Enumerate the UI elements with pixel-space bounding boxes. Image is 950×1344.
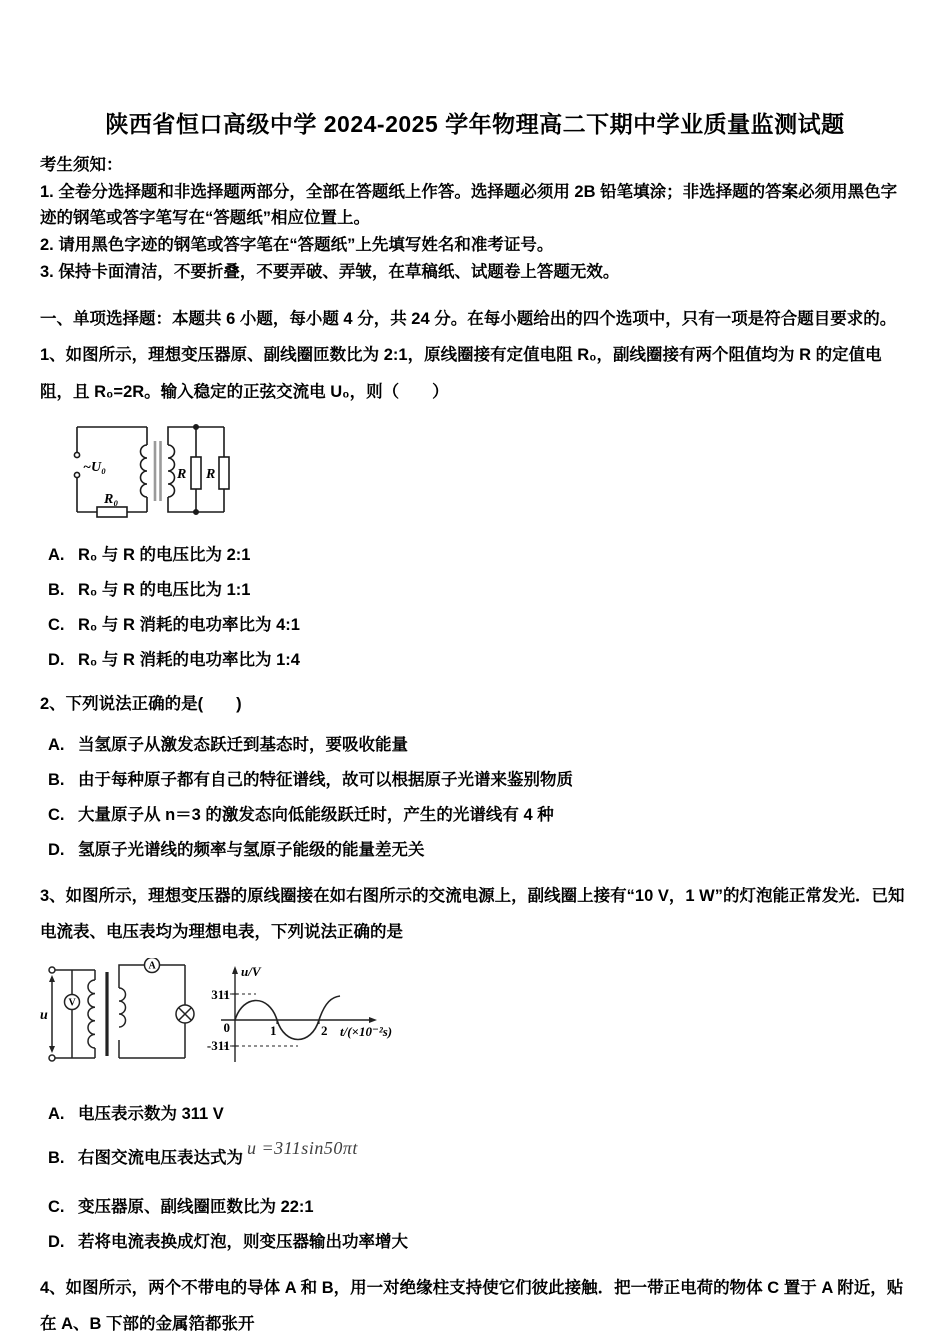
option-text: R₀ 与 R 消耗的电功率比为 4:1 bbox=[78, 616, 300, 634]
q1-circuit-figure bbox=[52, 417, 238, 527]
resistor-r-right bbox=[219, 457, 229, 489]
notice-item-3: 3. 保持卡面清洁，不要折叠，不要弄破、弄皱，在草稿纸、试题卷上答题无效。 bbox=[40, 263, 620, 281]
q1-option-d bbox=[48, 649, 910, 672]
source-terminal-bottom bbox=[74, 472, 79, 477]
option-letter: D. bbox=[48, 651, 65, 669]
section-heading: 一、单项选择题：本题共 6 小题，每小题 4 分，共 24 分。在每小题给出的四个选项中，只有一项是符合题目要求的。 bbox=[40, 310, 897, 328]
transformer-primary-coil bbox=[88, 980, 95, 1048]
junction-dot-top bbox=[194, 425, 198, 429]
question-4-stem: 4、如图所示，两个不带电的导体 A 和 B，用一对绝缘柱支持使它们彼此接触．把一带正电荷的物体 C 置于 A 附近，贴在 A、B 下部的金属箔都张开 bbox=[40, 1279, 904, 1333]
option-text: 当氢原子从激发态跃迁到基态时，要吸收能量 bbox=[78, 736, 408, 754]
q1-figure bbox=[52, 417, 910, 532]
option-text: 由于每种原子都有自己的特征谱线，故可以根据原子光谱来鉴别物质 bbox=[78, 771, 573, 789]
resistor-r-left-label: R bbox=[177, 467, 187, 482]
source-terminal-bottom bbox=[49, 1055, 55, 1061]
option-text: 氢原子光谱线的频率与氢原子能级的能量差无关 bbox=[78, 841, 425, 859]
option-letter: A. bbox=[48, 736, 65, 754]
option-text: 电压表示数为 311 V bbox=[78, 1105, 224, 1123]
q3-option-b bbox=[48, 1138, 910, 1170]
ammeter-label: A bbox=[148, 960, 156, 972]
notice-item-2: 2. 请用黑色字迹的钢笔或答字笔在“答题纸”上先填写姓名和准考证号。 bbox=[40, 236, 554, 254]
graph-tick2-label: 2 bbox=[321, 1023, 328, 1038]
q3-option-c bbox=[48, 1196, 910, 1219]
transformer-primary-coil bbox=[141, 445, 148, 497]
resistor-r0-label: R₀ bbox=[104, 492, 119, 507]
y-axis-arrowhead bbox=[232, 966, 238, 974]
q3-voltage-graph bbox=[221, 966, 377, 1062]
q2-option-c bbox=[48, 804, 910, 827]
graph-ymin-label: -311 bbox=[206, 1038, 230, 1053]
option-letter: A. bbox=[48, 546, 65, 564]
q3-option-d bbox=[48, 1231, 910, 1254]
source-terminal-top bbox=[74, 452, 79, 457]
graph-xlabel: t/(×10⁻²s) bbox=[340, 1024, 393, 1039]
option-text: 右图交流电压表达式为 bbox=[78, 1149, 243, 1167]
source-u0-label: ~U₀ bbox=[83, 460, 106, 475]
q2-option-b bbox=[48, 769, 910, 792]
q2-option-d bbox=[48, 839, 910, 862]
q3-circuit bbox=[49, 958, 194, 1061]
graph-tick1-label: 1 bbox=[270, 1023, 277, 1038]
transformer-secondary-coil bbox=[168, 445, 175, 497]
resistor-r-right-label: R bbox=[206, 467, 216, 482]
q1-options bbox=[40, 544, 910, 672]
q2-option-a bbox=[48, 734, 910, 757]
resistor-r0 bbox=[97, 507, 127, 517]
option-letter: B. bbox=[48, 581, 65, 599]
question-1-stem: 1、如图所示，理想变压器原、副线圈匝数比为 2:1，原线圈接有定值电阻 R₀，副线圈接有两个阻值均为 R 的定值电阻，且 R₀=2R。输入稳定的正弦交流电 U₀，则（ ） bbox=[40, 346, 882, 401]
q1-option-a bbox=[48, 544, 910, 567]
q3-option-a bbox=[48, 1103, 910, 1126]
arrowhead-up bbox=[49, 975, 55, 982]
notice-item-1: 1. 全卷分选择题和非选择题两部分，全部在答题纸上作答。选择题必须用 2B 铅笔填涂；非选择题的答案必须用黑色字迹的钢笔或答字笔写在“答题纸”相应位置上。 bbox=[40, 183, 898, 227]
option-text: R₀ 与 R 的电压比为 1:1 bbox=[78, 581, 251, 599]
option-text: 若将电流表换成灯泡，则变压器输出功率增大 bbox=[78, 1233, 408, 1251]
option-letter: D. bbox=[48, 1233, 65, 1251]
question-3-stem: 3、如图所示，理想变压器的原线圈接在如右图所示的交流电源上，副线圈上接有“10 V，1 W”的灯泡能正常发光．已知电流表、电压表均为理想电表，下列说法正确的是 bbox=[40, 887, 905, 941]
q3-figure bbox=[40, 958, 910, 1085]
x-axis-arrowhead bbox=[369, 1017, 377, 1023]
option-letter: C. bbox=[48, 1198, 65, 1216]
page-title: 陕西省恒口高级中学 2024-2025 学年物理高二下期中学业质量监测试题 bbox=[105, 111, 845, 137]
option-letter: C. bbox=[48, 806, 65, 824]
source-terminal-top bbox=[49, 967, 55, 973]
arrowhead-down bbox=[49, 1046, 55, 1053]
notice-heading: 考生须知： bbox=[40, 156, 123, 174]
option-text: 变压器原、副线圈匝数比为 22:1 bbox=[78, 1198, 314, 1216]
q1-option-c bbox=[48, 614, 910, 637]
q3-options bbox=[40, 1103, 910, 1254]
voltage-expression-formula: u =311sin50πt bbox=[247, 1138, 358, 1158]
option-letter: C. bbox=[48, 616, 65, 634]
q1-option-b bbox=[48, 579, 910, 602]
option-text: 大量原子从 n＝3 的激发态向低能级跃迁时，产生的光谱线有 4 种 bbox=[78, 806, 554, 824]
graph-ylabel: u/V bbox=[241, 964, 261, 979]
resistor-r-left bbox=[191, 457, 201, 489]
option-letter: D. bbox=[48, 841, 65, 859]
source-u-label: u bbox=[40, 1008, 48, 1023]
option-letter: B. bbox=[48, 771, 65, 789]
notice-section bbox=[40, 152, 910, 285]
graph-ymax-label: 311 bbox=[211, 987, 230, 1002]
q2-options bbox=[40, 734, 910, 862]
option-letter: A. bbox=[48, 1105, 65, 1123]
voltmeter-label: V bbox=[68, 997, 76, 1009]
graph-zero-label: 0 bbox=[223, 1020, 230, 1035]
q3-circuit-and-graph-figure bbox=[40, 958, 500, 1080]
question-2-stem: 2、下列说法正确的是( ) bbox=[40, 695, 242, 713]
option-text: R₀ 与 R 消耗的电功率比为 1:4 bbox=[78, 651, 300, 669]
option-text: R₀ 与 R 的电压比为 2:1 bbox=[78, 546, 251, 564]
option-letter: B. bbox=[48, 1149, 65, 1167]
junction-dot-bottom bbox=[194, 510, 198, 514]
transformer-secondary-coil bbox=[119, 988, 126, 1027]
